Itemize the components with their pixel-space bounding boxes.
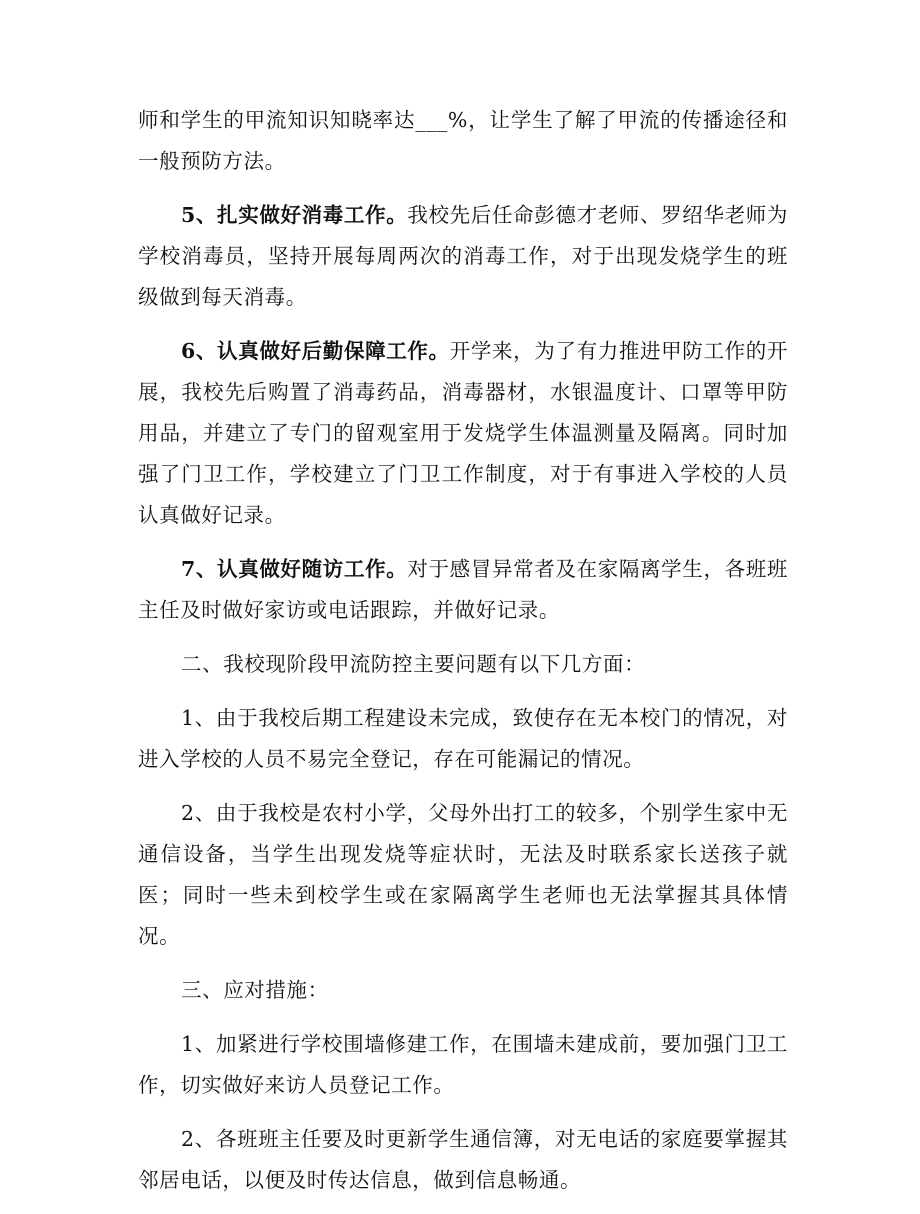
paragraph-lead: 7、认真做好随访工作。 [181,557,408,581]
paragraph-problem-2 [138,793,788,957]
paragraph-disinfection [138,195,788,318]
paragraph-lead: 6、认真做好后勤保障工作。 [181,339,450,363]
paragraph-text: 三、应对措施： [181,978,329,1002]
paragraph-lead: 5、扎实做好消毒工作。 [181,203,408,227]
paragraph-text: 对于感冒异常者及在家隔离学生，各班班主任及时做好家访或电话跟踪，并做好记录。 [138,557,788,622]
paragraph-logistics [138,331,788,536]
paragraph-follow-up [138,549,788,631]
paragraph-text: 2、各班班主任要及时更新学生通信簿，对无电话的家庭要掌握其邻居电话，以便及时传达信息，做到信息畅通。 [138,1127,788,1192]
section-heading-measures [138,970,788,1011]
paragraph-measure-1 [138,1024,788,1106]
paragraph-text: 2、由于我校是农村小学，父母外出打工的较多，个别学生家中无通信设备，当学生出现发烧等症状时，无法及时联系家长送孩子就医；同时一些未到校学生或在家隔离学生老师也无法掌握其具体情况。 [138,801,788,948]
paragraph-text: 开学来，为了有力推进甲防工作的开展，我校先后购置了消毒药品，消毒器材，水银温度计、口罩等甲防用品，并建立了专门的留观室用于发烧学生体温测量及隔离。同时加强了门卫工作，学校建立了门卫工作制度，对于有事进入学校的人员认真做好记录。 [138,339,788,527]
paragraph-text: 我校先后任命彭德才老师、罗绍华老师为学校消毒员，坚持开展每周两次的消毒工作，对于出现发烧学生的班级做到每天消毒。 [138,203,788,309]
document-page [138,100,788,1214]
section-heading-problems [138,644,788,685]
paragraph-continuation [138,100,788,182]
paragraph-problem-1 [138,698,788,780]
paragraph-text: 1、加紧进行学校围墙修建工作，在围墙未建成前，要加强门卫工作，切实做好来访人员登记工作。 [138,1032,788,1097]
paragraph-text: 1、由于我校后期工程建设未完成，致使存在无本校门的情况，对进入学校的人员不易完全登记，存在可能漏记的情况。 [138,706,788,771]
paragraph-measure-2 [138,1119,788,1201]
paragraph-text: 二、我校现阶段甲流防控主要问题有以下几方面： [181,652,646,676]
paragraph-text: 师和学生的甲流知识知晓率达___%，让学生了解了甲流的传播途径和一般预防方法。 [138,108,788,173]
